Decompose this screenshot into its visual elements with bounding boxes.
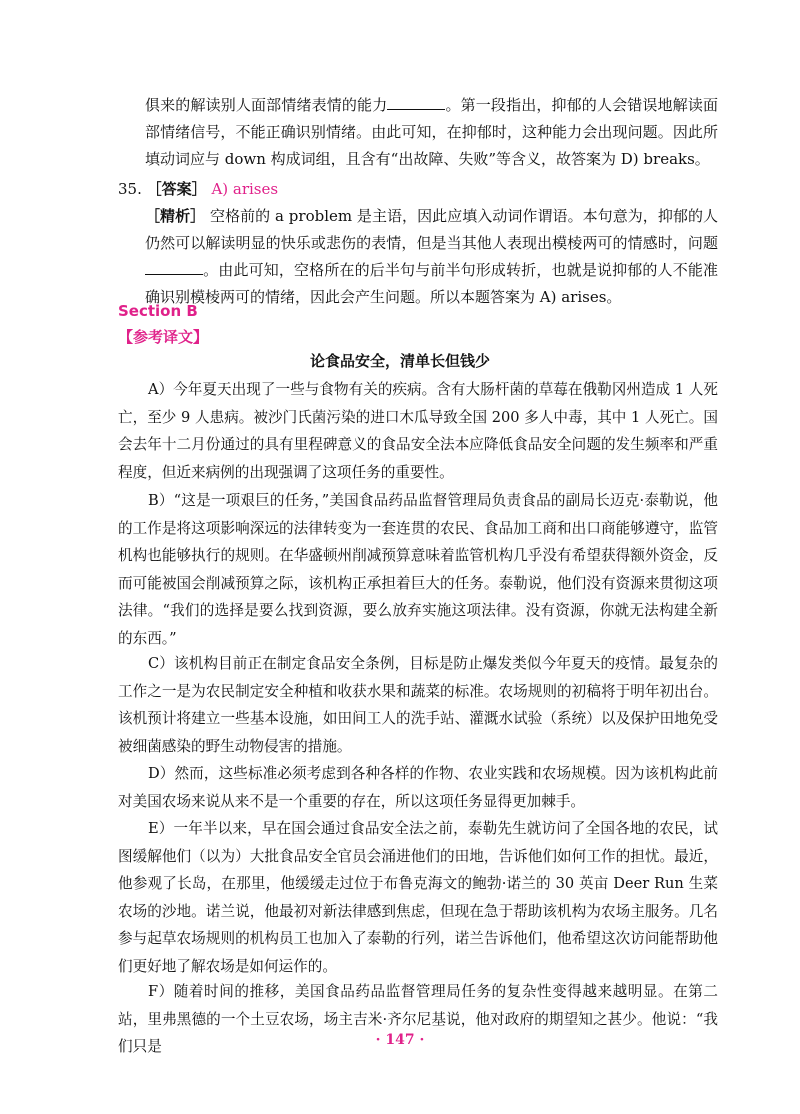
analysis-part1: 空格前的 a problem 是主语，因此应填入动词作谓语。本句意为，抑郁的人仍然可以解读明显的快乐或悲伤的表情，但是当其他人表现出模棱两可的情感时，问题	[145, 207, 718, 252]
q35-answer-line	[118, 176, 718, 203]
answer-blank	[145, 260, 203, 275]
question-number: 35.	[118, 180, 142, 198]
article-title: 论食品安全，清单长但钱少	[309, 352, 490, 370]
analysis-part2: 。由此可知，空格所在的后半句与前半句形成转折，也就是说抑郁的人不能准确识别模棱两可的情绪，因此会产生问题。所以本题答案为 A) arises。	[145, 261, 718, 306]
answer-value: A) arises	[211, 180, 279, 198]
section-heading: Section B	[118, 302, 198, 320]
reference-translation-label: 【参考译文】	[118, 328, 209, 346]
paragraph-c: C）该机构目前正在制定食品安全条例，目标是防止爆发类似今年夏天的疫情。最复杂的工作之一是为农民制定安全种植和收获水果和蔬菜的标准。农场规则的初稿将于明年初出台。该机预计将建立一些基本设施，如田间工人的洗手站、灌溉水试验（系统）以及保护田地免受被细菌感染的野生动物侵害的措施。	[118, 655, 718, 755]
q35-analysis	[145, 203, 718, 311]
paragraph-b: B）“这是一项艰巨的任务，”美国食品药品监督管理局负责食品的副局长迈克·泰勒说，他的工作是将这项影响深远的法律转变为一套连贯的农民、食品加工商和出口商能够遵守，监管机构也能够执行的规则。在华盛顿州削减预算意味着监管机构几乎没有希望获得额外资金，反而可能被国会削减预算之际，该机构正承担着巨大的任务。泰勒说，他们没有资源来贯彻这项法律。“我们的选择是要么找到资源，要么放弃实施这项法律。没有资源，你就无法构建全新的东西。”	[118, 492, 718, 647]
paragraph-d: D）然而，这些标准必须考虑到各种各样的作物、农业实践和农场规模。因为该机构此前对美国农场来说从来不是一个重要的存在，所以这项任务显得更加棘手。	[118, 765, 718, 810]
answer-tag: ［答案］	[146, 180, 207, 198]
paragraph-e: E）一年半以来，早在国会通过食品安全法之前，泰勒先生就访问了全国各地的农民，试图缓解他们（以为）大批食品安全官员会涌进他们的田地，告诉他们如何工作的担忧。最近，他参观了长岛，在那里，他缓缓走过位于布鲁克海文的鲍勃·诺兰的 30 英亩 Deer Run 生菜农场的沙地。诺兰说，他最初对新法律感到焦虑，但现在急于帮助该机构为农场主服务。几名参与起草农场规则的机构员工也加入了泰勒的行列，诺兰告诉他们，他希望这次访问能帮助他们更好地了解农场是如何运作的。	[118, 820, 718, 975]
paragraph-a: A）今年夏天出现了一些与食物有关的疾病。含有大肠杆菌的草莓在俄勒冈州造成 1 人死亡，至少 9 人患病。被沙门氏菌污染的进口木瓜导致全国 200 多人中毒，其中 1 人死亡。国会去年十二月份通过的具有里程碑意义的食品安全法本应降低食品安全问题的发生频率和严重程度，但近来病例的出现强调了这项任务的重要性。	[118, 381, 718, 481]
answer-blank	[387, 95, 445, 110]
q34-tail-part1: 俱来的解读别人面部情绪表情的能力	[145, 96, 388, 114]
analysis-tag: ［精析］	[145, 207, 206, 225]
q34-explanation-tail	[145, 92, 718, 173]
page-number: · 147 ·	[375, 1032, 425, 1048]
q34-tail-part2: 。第一段指出，抑郁的人会错误地解读面部情绪信号，不能正确识别情绪。由此可知，在抑郁时，这种能力会出现问题。因此所填动词应与 down 构成词组，且含有“出故障、失败”等含义，故答案为 D) breaks。	[145, 96, 718, 168]
paragraph-f: F）随着时间的推移，美国食品药品监督管理局任务的复杂性变得越来越明显。在第二站，里弗黑德的一个土豆农场，场主吉米·齐尔尼基说，他对政府的期望知之甚少。他说：“我们只是	[118, 983, 718, 1055]
